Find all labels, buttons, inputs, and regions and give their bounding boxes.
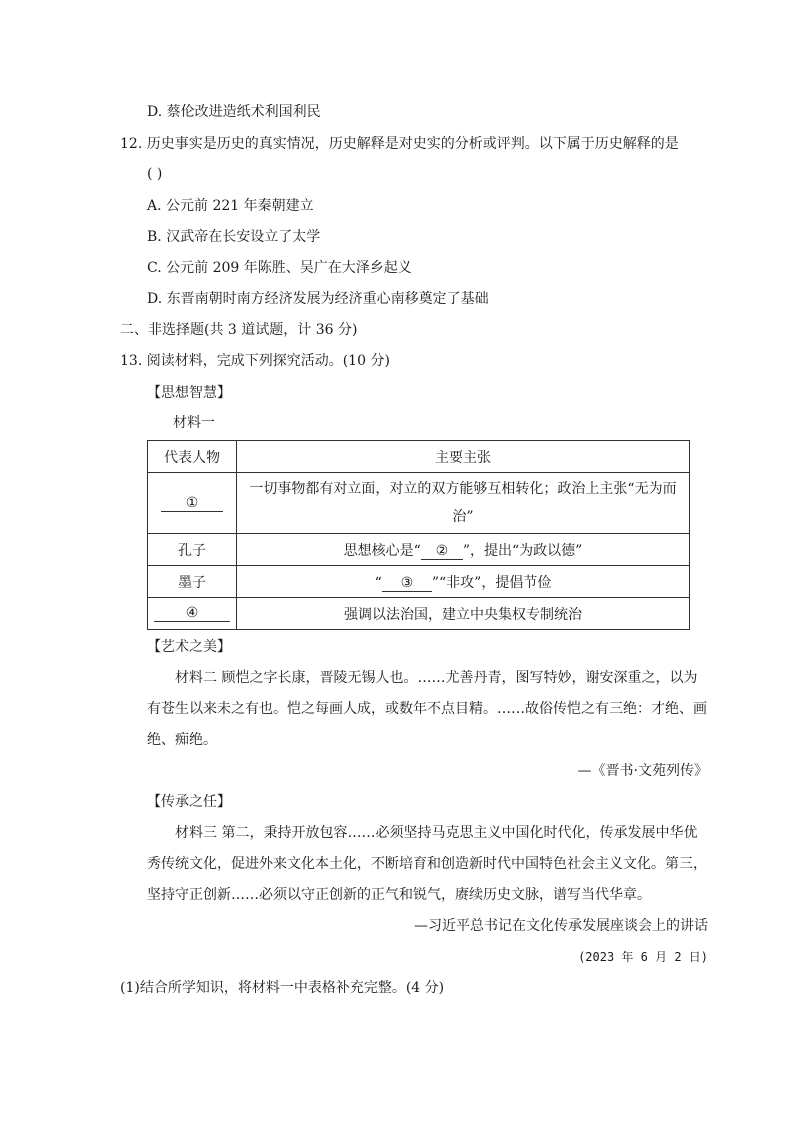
part2-title: 【艺术之美】 (147, 639, 231, 655)
claim-text-pre: 思想核心是“ (343, 542, 421, 559)
table-row (148, 598, 690, 630)
q13-stem: 13. 阅读材料，完成下列探究活动。(10 分) (120, 353, 390, 369)
q12-option-b: B. 汉武帝在长安设立了太学 (147, 229, 321, 245)
q11-option-d: D. 蔡伦改进造纸术利国利民 (147, 104, 321, 120)
table-header-row (148, 441, 690, 473)
q12-option-d: D. 东晋南朝时南方经济发展为经济重心南移奠定了基础 (147, 291, 489, 307)
table-header-claim: 主要主张 (237, 441, 690, 473)
table-cell-claim (237, 534, 690, 566)
table-row (148, 566, 690, 598)
claim-text-post: ”“非攻”，提倡节俭 (431, 574, 552, 591)
material3-text: 材料三 第二，秉持开放包容……必须坚持马克思主义中国化时代化，传承发展中华优秀传统文化，促进外来文化本土化，不断培育和创造新时代中国特色社会主义文化。第三，坚持守正创新……必须以守正创新的正气和锐气，赓续历史文脉，谱写当代华章。 (147, 825, 707, 903)
table-cell-claim: 强调以法治国，建立中央集权专制统治 (237, 598, 690, 630)
fill-blank-4[interactable]: ④ (154, 605, 230, 622)
q12-option-c: C. 公元前 209 年陈胜、吴广在大泽乡起义 (147, 260, 412, 276)
table-cell-person (148, 473, 237, 534)
q12-answer-paren: ( ) (147, 166, 163, 182)
part3-title: 【传承之任】 (147, 794, 231, 810)
q12-option-a: A. 公元前 221 年秦朝建立 (147, 198, 314, 214)
table-cell-person: 墨子 (148, 566, 237, 598)
table-cell-person: 孔子 (148, 534, 237, 566)
table-row (148, 534, 690, 566)
material3-source: —习近平总书记在文化传承发展座谈会上的讲话 (414, 918, 708, 934)
fill-blank-1[interactable]: ① (161, 495, 223, 512)
material2-source: —《晋书·文苑列传》 (577, 763, 708, 779)
material1-table (147, 440, 690, 630)
fill-blank-2[interactable]: ② (421, 543, 463, 560)
q12-stem: 12. 历史事实是历史的真实情况，历史解释是对史实的分析或评判。以下属于历史解释的是 (120, 136, 679, 152)
material2-text: 材料二 顾恺之字长康，晋陵无锡人也。……尤善丹青，图写特妙，谢安深重之，以为有苍生以来未之有也。恺之每画人成，或数年不点目精。……故俗传恺之有三绝：才绝、画绝、痴绝。 (147, 670, 707, 748)
q13-sub1: (1)结合所学知识，将材料一中表格补充完整。(4 分) (120, 980, 445, 996)
fill-blank-3[interactable]: ③ (382, 575, 432, 592)
material3-date: (2023 年 6 月 2 日) (578, 950, 708, 964)
material1-label: 材料一 (173, 415, 215, 431)
table-row (148, 473, 690, 534)
table-cell-claim (237, 566, 690, 598)
claim-text-pre: “ (374, 574, 382, 591)
claim-text: 一切事物都有对立面，对立的双方能够互相转化；政治上主张“无为而治” (249, 481, 677, 525)
table-cell-claim (237, 473, 690, 534)
section-heading: 二、非选择题(共 3 道试题，计 36 分) (120, 322, 358, 338)
table-header-person: 代表人物 (148, 441, 237, 473)
table-cell-person (148, 598, 237, 630)
claim-text-post: ”，提出“为政以德” (462, 542, 583, 559)
part1-title: 【思想智慧】 (147, 385, 231, 401)
